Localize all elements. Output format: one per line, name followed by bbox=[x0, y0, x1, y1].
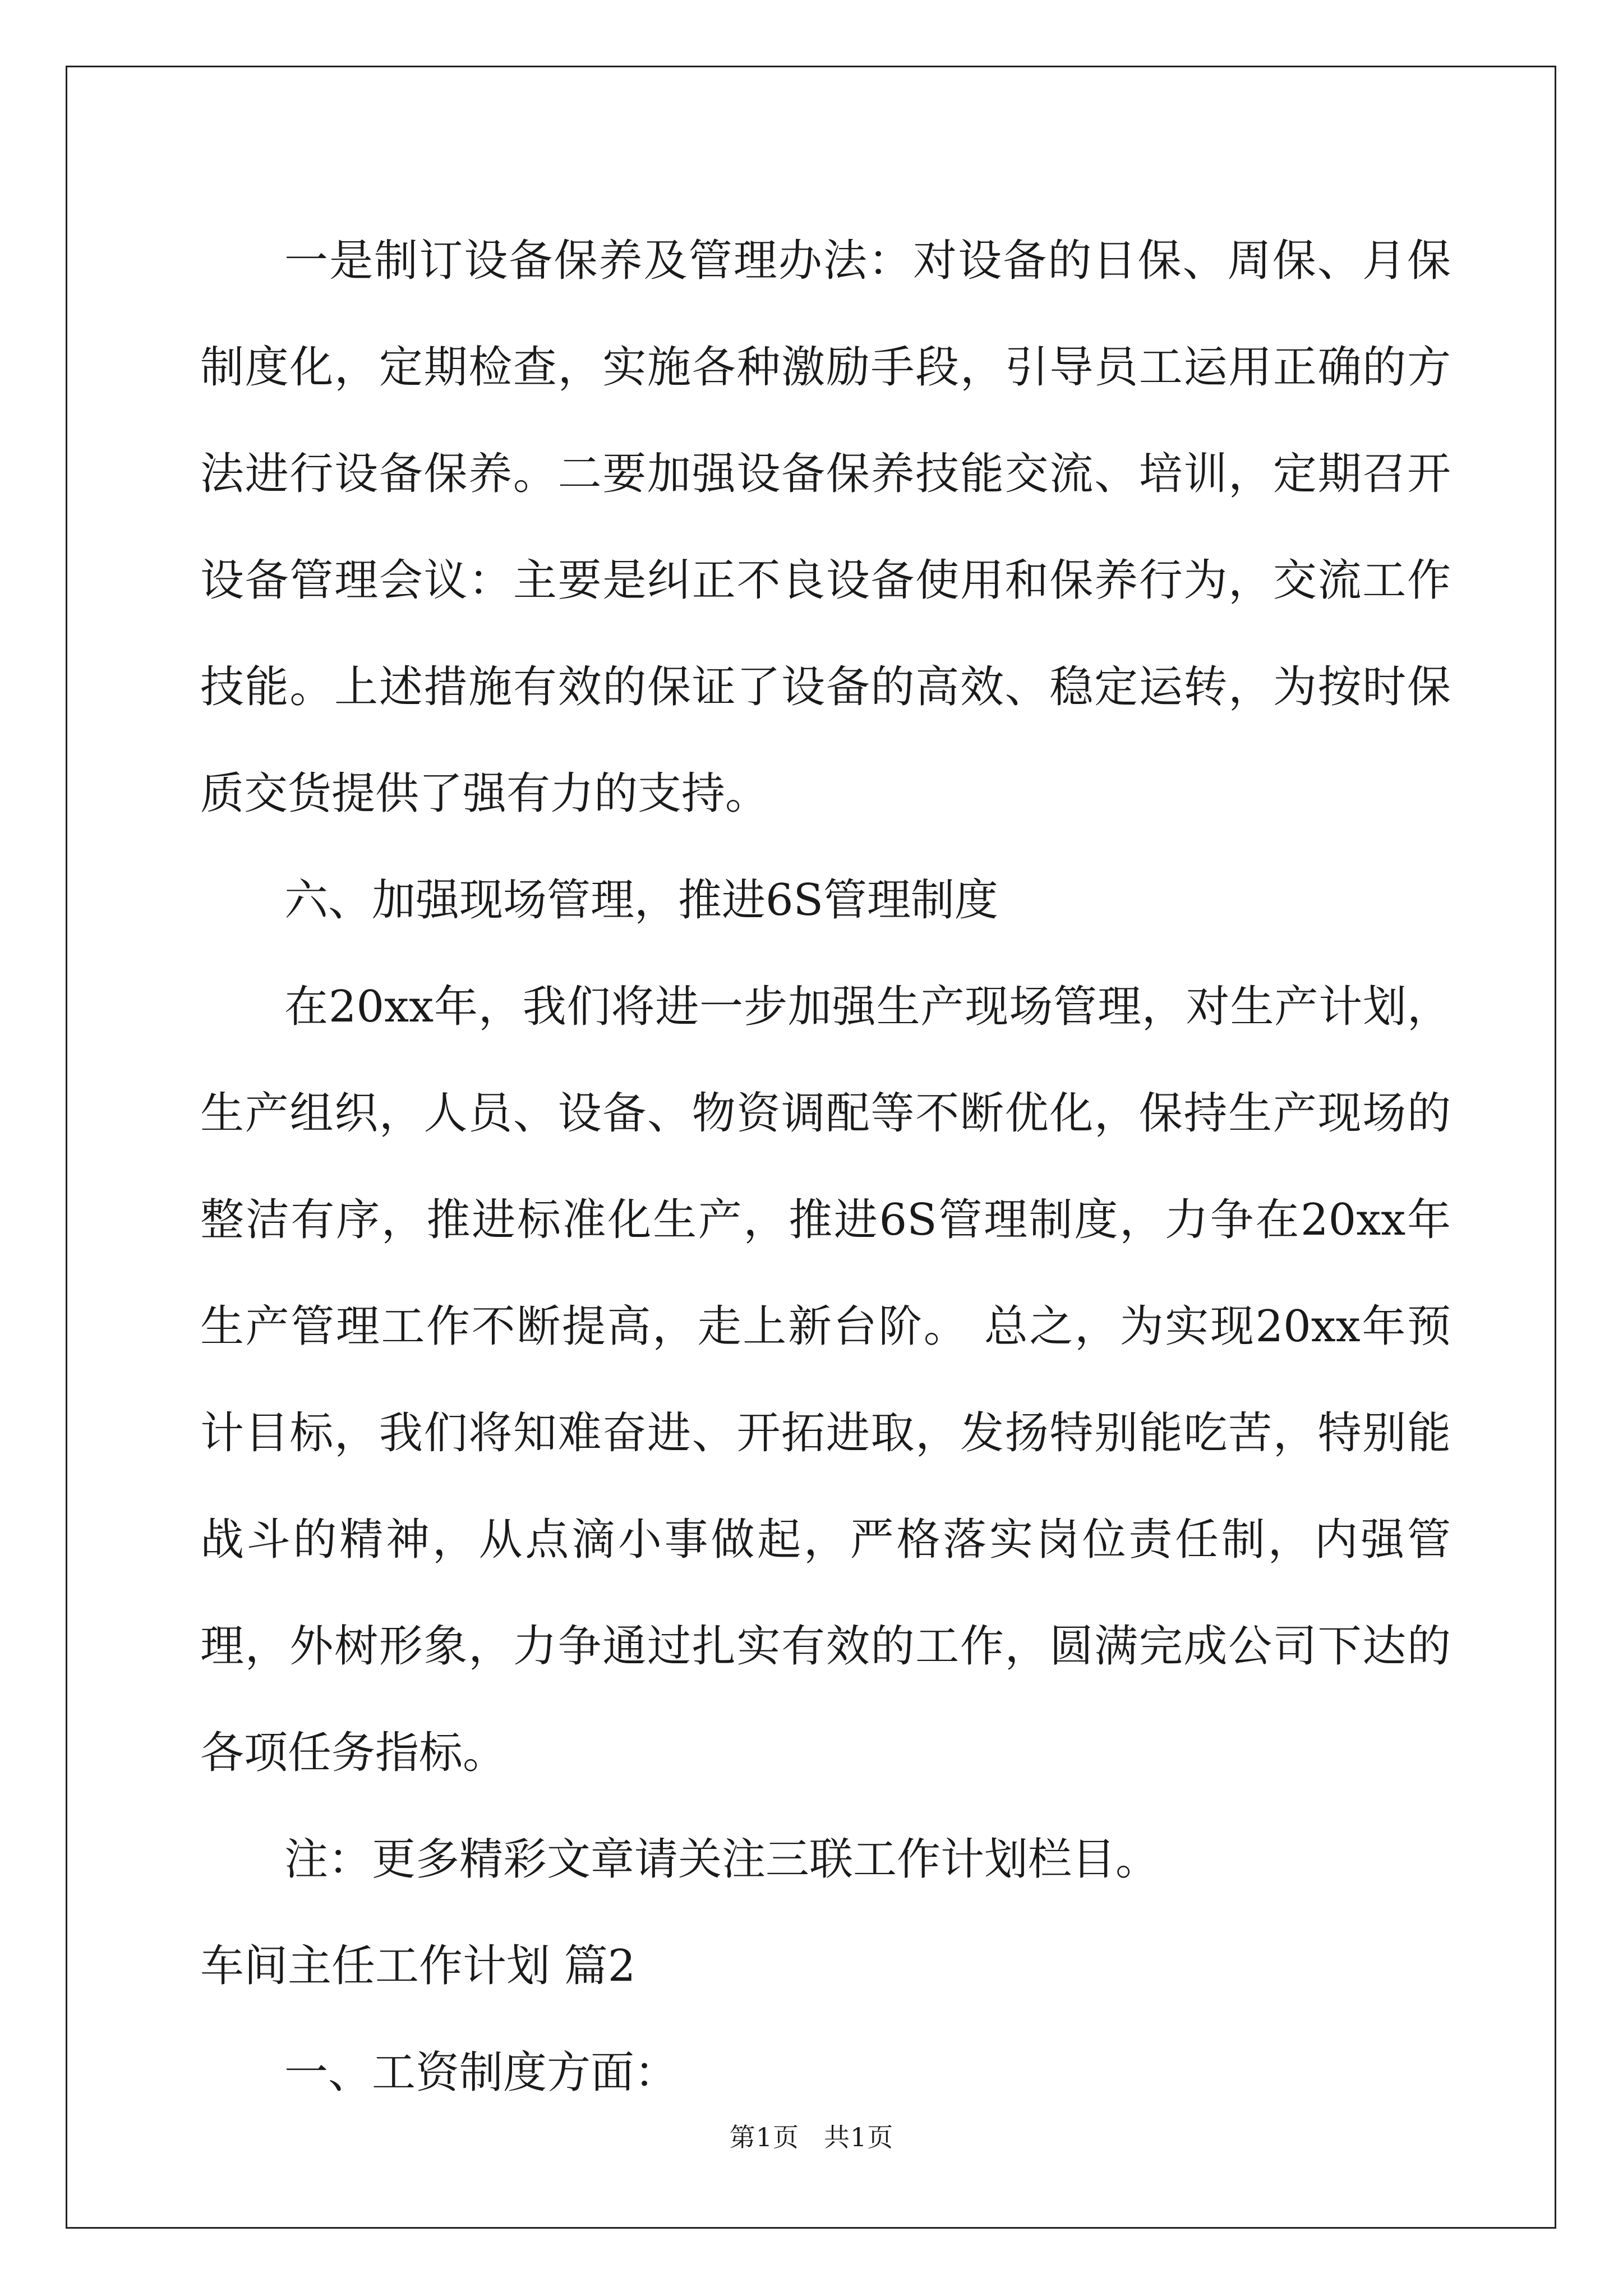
page-footer bbox=[0, 2120, 1623, 2154]
paragraph-equipment-maintenance: 一是制订设备保养及管理办法：对设备的日保、周保、月保制度化，定期检查，实施各种激励手段，引导员工运用正确的方法进行设备保养。二要加强设备保养技能交流、培训，定期召开设备管理会议：主要是纠正不良设备使用和保养行为，交流工作技能。上述措施有效的保证了设备的高效、稳定运转，为按时保质交货提供了强有力的支持。 bbox=[200, 236, 1451, 819]
paragraph-site-management: 在20xx年，我们将进一步加强生产现场管理，对生产计划，生产组织，人员、设备、物资调配等不断优化，保持生产现场的整洁有序，推进标准化生产，推进6S管理制度，力争在20xx年生产管理工作不断提高，走上新台阶。 总之，为实现20xx年预计目标，我们将知难奋进、开拓进取，发扬特别能吃苦，特别能战斗的精神，从点滴小事做起，严格落实岗位责任制，内强管理，外树形象，力争通过扎实有效的工作，圆满完成公司下达的各项任务指标。 bbox=[200, 982, 1451, 1778]
section-heading-6s: 六、加强现场管理，推进6S管理制度 bbox=[284, 875, 999, 926]
paragraph-note: 注：更多精彩文章请关注三联工作计划栏目。 bbox=[284, 1834, 1160, 1885]
article-title-part2: 车间主任工作计划 篇2 bbox=[200, 1941, 636, 1991]
page-total: 共1页 bbox=[824, 2122, 894, 2152]
document-body bbox=[200, 208, 1451, 2126]
section-heading-wage-system: 一、工资制度方面： bbox=[284, 2047, 679, 2098]
page-number: 第1页 bbox=[729, 2122, 799, 2152]
